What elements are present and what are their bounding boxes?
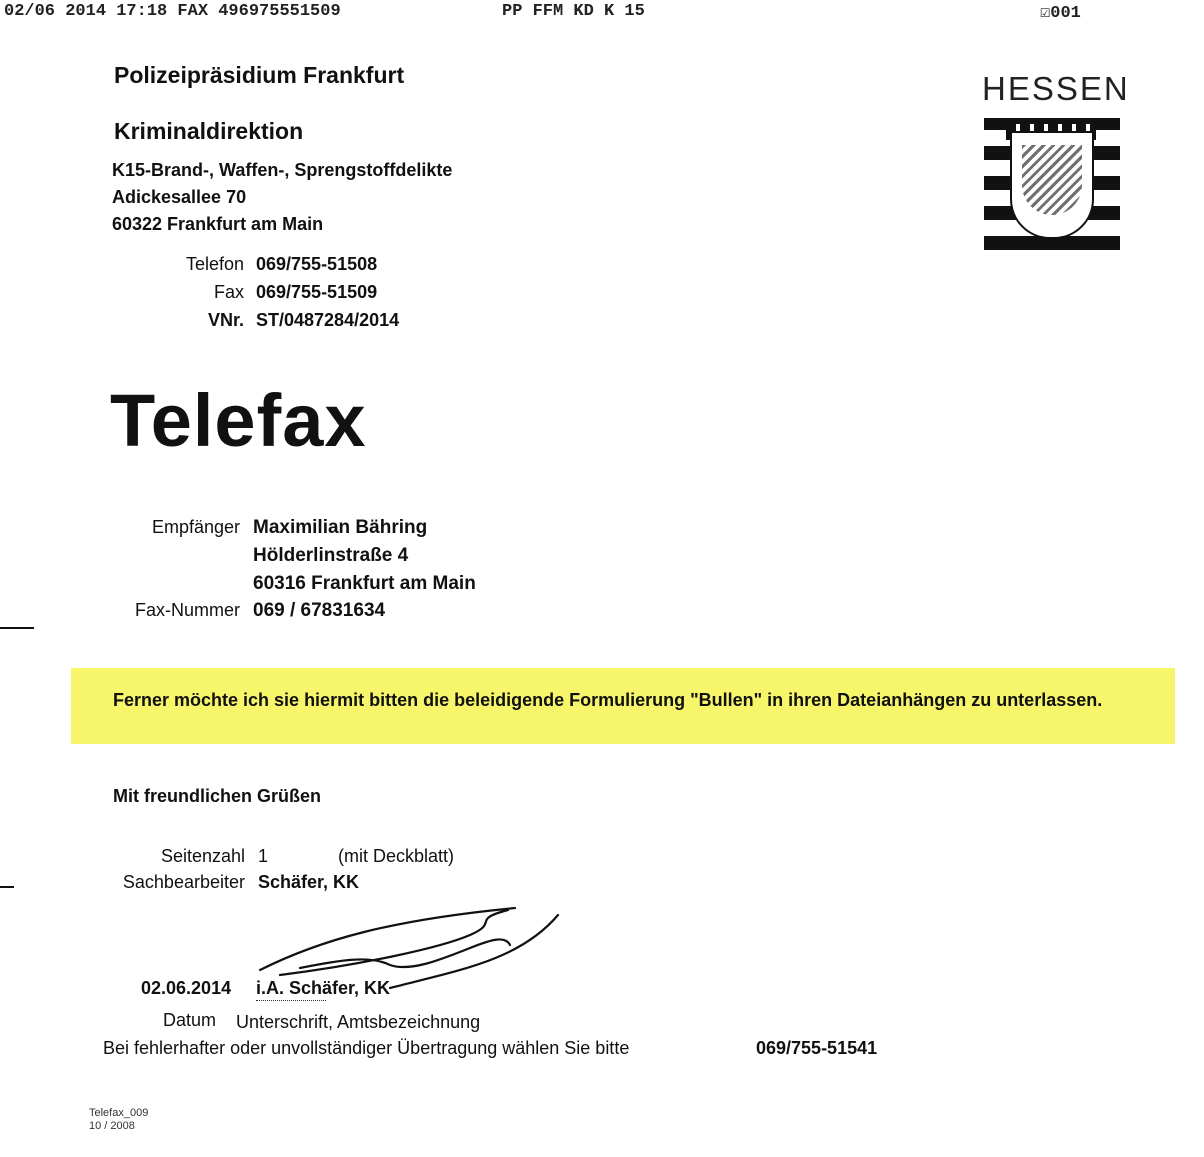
recipient-city: 60316 Frankfurt am Main bbox=[253, 573, 476, 594]
signature-underline bbox=[256, 1000, 326, 1001]
hessen-logo-text: HESSEN bbox=[982, 70, 1130, 107]
date-label: Datum bbox=[163, 1010, 217, 1030]
recipient-fax: 069 / 67831634 bbox=[253, 600, 386, 621]
fax-header-datetime: 02/06 2014 17:18 FAX 496975551509 bbox=[4, 2, 341, 21]
form-id: Telefax_009 bbox=[89, 1107, 149, 1119]
pages-label: Seitenzahl bbox=[160, 846, 245, 866]
error-note: Bei fehlerhafter oder unvollständiger Übertragung wählen Sie bitte bbox=[103, 1038, 630, 1058]
sender-organization: Polizeipräsidium Frankfurt bbox=[114, 62, 405, 88]
fax-header-sender-code: PP FFM KD K 15 bbox=[502, 2, 645, 21]
signature-name: i.A. Schäfer, KK bbox=[256, 978, 391, 998]
clerk-value: Schäfer, KK bbox=[258, 872, 360, 892]
fax-value: 069/755-51509 bbox=[256, 282, 378, 302]
phone-value: 069/755-51508 bbox=[256, 254, 378, 274]
sender-division: Kriminaldirektion bbox=[114, 118, 304, 144]
pages-value: 1 bbox=[258, 846, 269, 866]
document-title: Telefax bbox=[110, 379, 367, 462]
sender-city: 60322 Frankfurt am Main bbox=[112, 214, 324, 234]
fax-header-page-number: 001 bbox=[1050, 4, 1081, 23]
sender-department: K15-Brand-, Waffen-, Sprengstoffdelikte bbox=[112, 160, 453, 180]
sender-street: Adickesallee 70 bbox=[112, 187, 247, 207]
fax-label: Fax bbox=[213, 282, 244, 302]
ref-value: ST/0487284/2014 bbox=[256, 310, 400, 330]
ref-label: VNr. bbox=[207, 310, 244, 330]
signature-label: Unterschrift, Amtsbezeichnung bbox=[236, 1012, 481, 1032]
form-date: 10 / 2008 bbox=[89, 1120, 135, 1132]
recipient-street: Hölderlinstraße 4 bbox=[253, 545, 409, 566]
message-text: Ferner möchte ich sie hiermit bitten die beleidigende Formulierung "Bullen" in ihren Dateianhängen zu unterlassen. bbox=[113, 690, 1103, 710]
margin-mark bbox=[0, 886, 14, 888]
signature-date: 02.06.2014 bbox=[141, 978, 232, 998]
clerk-label: Sachbearbeiter bbox=[122, 872, 245, 892]
phone-label: Telefon bbox=[185, 254, 244, 274]
page-checkbox-icon: ☑ bbox=[1040, 4, 1051, 23]
fax-header-page bbox=[1040, 2, 1081, 23]
closing-greeting: Mit freundlichen Grüßen bbox=[113, 786, 322, 806]
recipient-fax-label: Fax-Nummer bbox=[134, 600, 240, 620]
pages-note: (mit Deckblatt) bbox=[338, 846, 455, 866]
recipient-label: Empfänger bbox=[151, 517, 240, 537]
margin-mark bbox=[0, 627, 34, 629]
error-phone: 069/755-51541 bbox=[756, 1038, 878, 1058]
recipient-name: Maximilian Bähring bbox=[253, 517, 428, 538]
message-highlight bbox=[71, 668, 1175, 744]
